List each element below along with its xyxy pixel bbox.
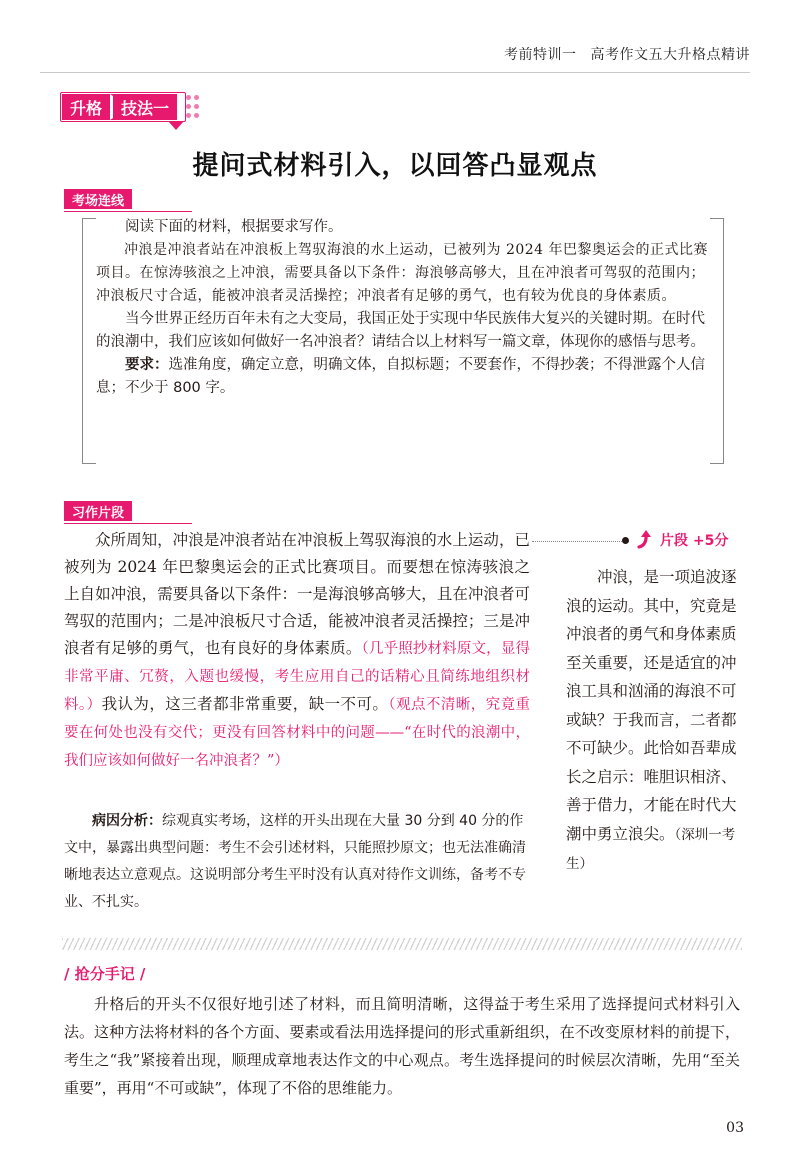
notes-heading: / 抢分手记 /	[64, 965, 146, 983]
header-part1: 考前特训一	[504, 47, 577, 63]
badge-pointer-icon	[168, 121, 184, 130]
upgraded-paragraph	[566, 563, 744, 879]
page-number: 03	[726, 1120, 744, 1136]
dotted-leader-line	[532, 541, 624, 542]
page-title: 提问式材料引入，以回答凸显观点	[192, 151, 598, 181]
analysis-paragraph	[64, 808, 530, 916]
prompt-instruction: 阅读下面的材料，根据要求写作。	[125, 219, 343, 235]
requirements-label: 要求：	[125, 357, 169, 373]
essay-paragraph	[64, 527, 530, 775]
upgraded-source: （深圳一考生）	[566, 826, 736, 872]
original-essay-excerpt	[64, 527, 530, 775]
header-part2: 高考作文五大升格点精讲	[590, 47, 750, 63]
analysis-text: 综观真实考场，这样的开头出现在大量 30 分到 40 分的作文中，暴露出典型问题：考生不会引述材料，只能照抄原文；也无法准确清晰地表达立意观点。这说明部分考生平时没有认真对待作文训练，备考不专业、不扎实。	[64, 813, 526, 910]
problem-analysis	[64, 808, 530, 916]
header-divider	[40, 72, 750, 73]
prompt-requirements	[96, 354, 712, 400]
running-header	[504, 44, 750, 64]
essay-text-1: 众所周知，冲浪是冲浪者站在冲浪板上驾驭海浪的水上运动，已被列为 2024 年巴黎奥运会的正式比赛项目。而要想在惊涛骇浪之上自如冲浪，需要具备以下条件：一是海浪够高够大，且在冲浪者可驾驭的范围内；二是冲浪板尺寸合适，能被冲浪者灵活操控；三是冲浪者有足够的勇气，也有良好的身体素质。	[64, 531, 530, 657]
prompt-material: 冲浪是冲浪者站在冲浪板上驾驭海浪的水上运动，已被列为 2024 年巴黎奥运会的正式比赛项目。在惊涛骇浪之上冲浪，需要具备以下条件：海浪够高够大，且在冲浪者可驾驭的范围内；冲浪板尺寸合适，能被冲浪者灵活操控；冲浪者有足够的勇气，也有较为优良的身体素质。	[96, 242, 709, 304]
upward-arrow-icon	[636, 529, 654, 551]
left-bracket	[82, 218, 96, 464]
requirements-text: 选准角度，确定立意，明确文体，自拟标题；不要套作，不得抄袭；不得泄露个人信息；不少于 800 字。	[96, 357, 705, 396]
comment-note-2: （观点不清晰，究竟重要在何处也没有交代；更没有回答材料中的问题——“在时代的浪潮中，我们应该如何做好一名冲浪者？”）	[64, 697, 531, 769]
comment-note-1: （几乎照抄材料原文，显得非常平庸、冗赘，入题也缓慢，考生应用自己的话精心且简练地组织材料。）	[64, 641, 530, 713]
upgraded-text: 冲浪，是一项追波逐浪的运动。其中，究竟是冲浪者的勇气和身体素质至关重要，还是适宜的冲浪工具和汹涌的海浪不可或缺？于我而言，二者都不可缺少。此恰如吾辈成长之启示：唯胆识相济、善于借力，才能在时代大潮中勇立浪尖。	[566, 568, 737, 843]
section-tag-essay: 习作片段	[64, 501, 132, 521]
technique-badge	[62, 94, 177, 120]
notes-paragraph: 升格后的开头不仅很好地引述了材料，而且简明清晰，这得益于考生采用了选择提问式材料引入法。这种方法将材料的各个方面、要素或看法用选择提问的形式重新组织，在不改变原材料的前提下，考生之“我”紧接着出现，顺理成章地表达作文的中心观点。考生选择提问的时候层次清晰，先用“至关重要”，再用“不可或缺”，体现了不俗的思维能力。	[64, 995, 740, 1097]
upgrade-label-text: 片段 +5分	[660, 533, 729, 549]
notes-body	[64, 990, 740, 1102]
right-bracket	[710, 218, 724, 464]
leader-dot-icon	[622, 537, 629, 544]
hatched-divider	[62, 938, 742, 950]
section-tag-exam: 考场连线	[64, 189, 132, 209]
dots-decoration-icon	[186, 95, 206, 119]
prompt-question: 当今世界正经历百年未有之大变局，我国正处于实现中华民族伟大复兴的关键时期。在时代的浪潮中，我们应该如何做好一名冲浪者？请结合以上材料写一篇文章，体现你的感悟与思考。	[96, 311, 705, 350]
writing-prompt	[96, 216, 712, 400]
analysis-label: 病因分析：	[92, 813, 162, 829]
badge-label-upgrade: 升格	[62, 94, 110, 120]
badge-label-technique: 技法一	[110, 94, 177, 120]
upgraded-excerpt	[566, 563, 744, 879]
upgrade-label	[636, 529, 728, 551]
essay-text-2: 我认为，这三者都非常重要，缺一不可。	[101, 695, 389, 713]
